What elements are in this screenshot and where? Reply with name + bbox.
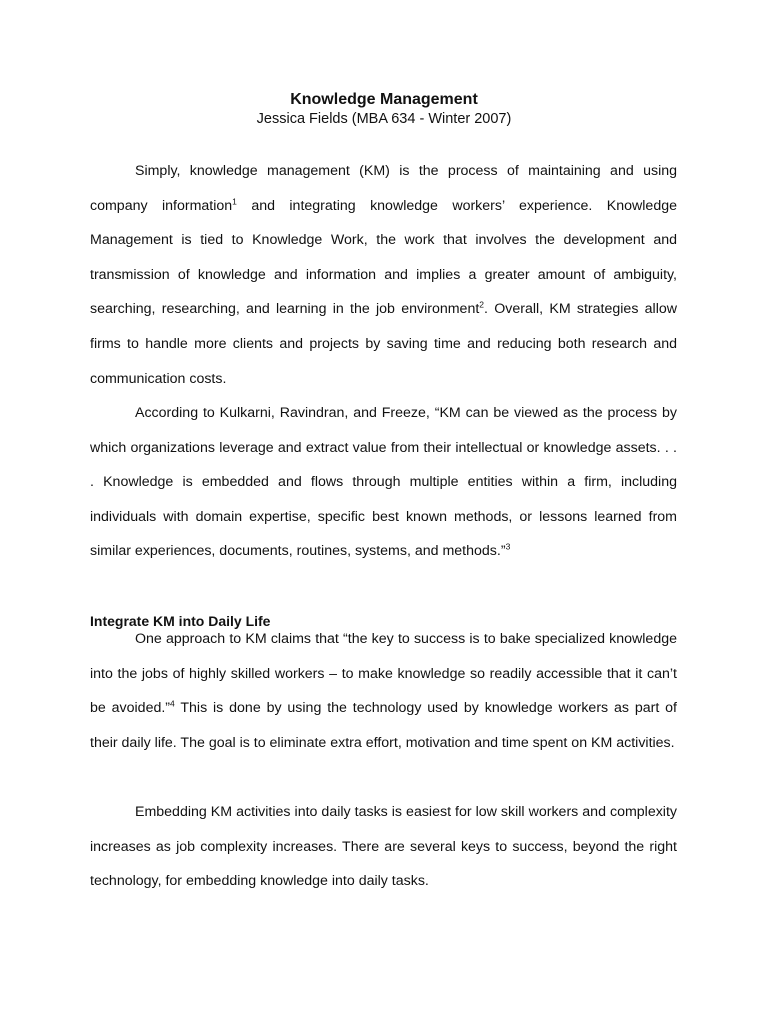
paragraph-text: and integrating knowledge workers’ experience. Knowledge Management is tied to Knowledge Work, the work that involves the development and transmission of knowledge and information and implies a greater amount of ambiguity, searching, researching, and learning in the job environment xyxy=(90,197,677,318)
paragraph-text: This is done by using the technology used by knowledge workers as part of their daily life. The goal is to eliminate extra effort, motivation and time spent on KM activities. xyxy=(90,700,677,751)
document-title: Knowledge Management xyxy=(290,91,478,108)
paragraph-text: One approach to KM claims that “the key to success is to bake specialized knowledge into the jobs of highly skilled workers – to make knowledge so readily accessible that it can’t be avoided.” xyxy=(90,631,677,717)
section-heading: Integrate KM into Daily Life xyxy=(90,613,271,629)
paragraph-km-approach xyxy=(90,622,677,760)
footnote-ref-1: 1 xyxy=(232,195,237,206)
paragraph-embedding-km xyxy=(90,795,677,899)
footnote-ref-2: 2 xyxy=(479,299,485,310)
paragraph-km-definition xyxy=(90,154,677,396)
paragraph-text: According to Kulkarni, Ravindran, and Freeze, “KM can be viewed as the process by which organizations leverage and extract value from their intellectual or knowledge assets. . . . Knowledge is embedded and flows through multiple entities within a firm, including individuals with domain expertise, specific best known methods, or lessons learned from similar experiences, documents, routines, systems, and methods.” xyxy=(90,405,677,560)
document-subtitle: Jessica Fields (MBA 634 - Winter 2007) xyxy=(256,111,512,127)
paragraph-kulkarni-quote xyxy=(90,396,677,569)
paragraph-text: . Overall, KM strategies allow firms to handle more clients and projects by saving time and reducing both research and communication costs. xyxy=(90,301,677,387)
paragraph-text: Embedding KM activities into daily tasks is easiest for low skill workers and complexity increases as job complexity increases. There are several keys to success, beyond the right technology, for embedding knowledge into daily tasks. xyxy=(90,804,677,890)
footnote-ref-4: 4 xyxy=(170,698,175,709)
paragraph-text: Simply, knowledge management (KM) is the process of maintaining and using company information xyxy=(90,163,677,214)
footnote-ref-3: 3 xyxy=(505,541,511,552)
